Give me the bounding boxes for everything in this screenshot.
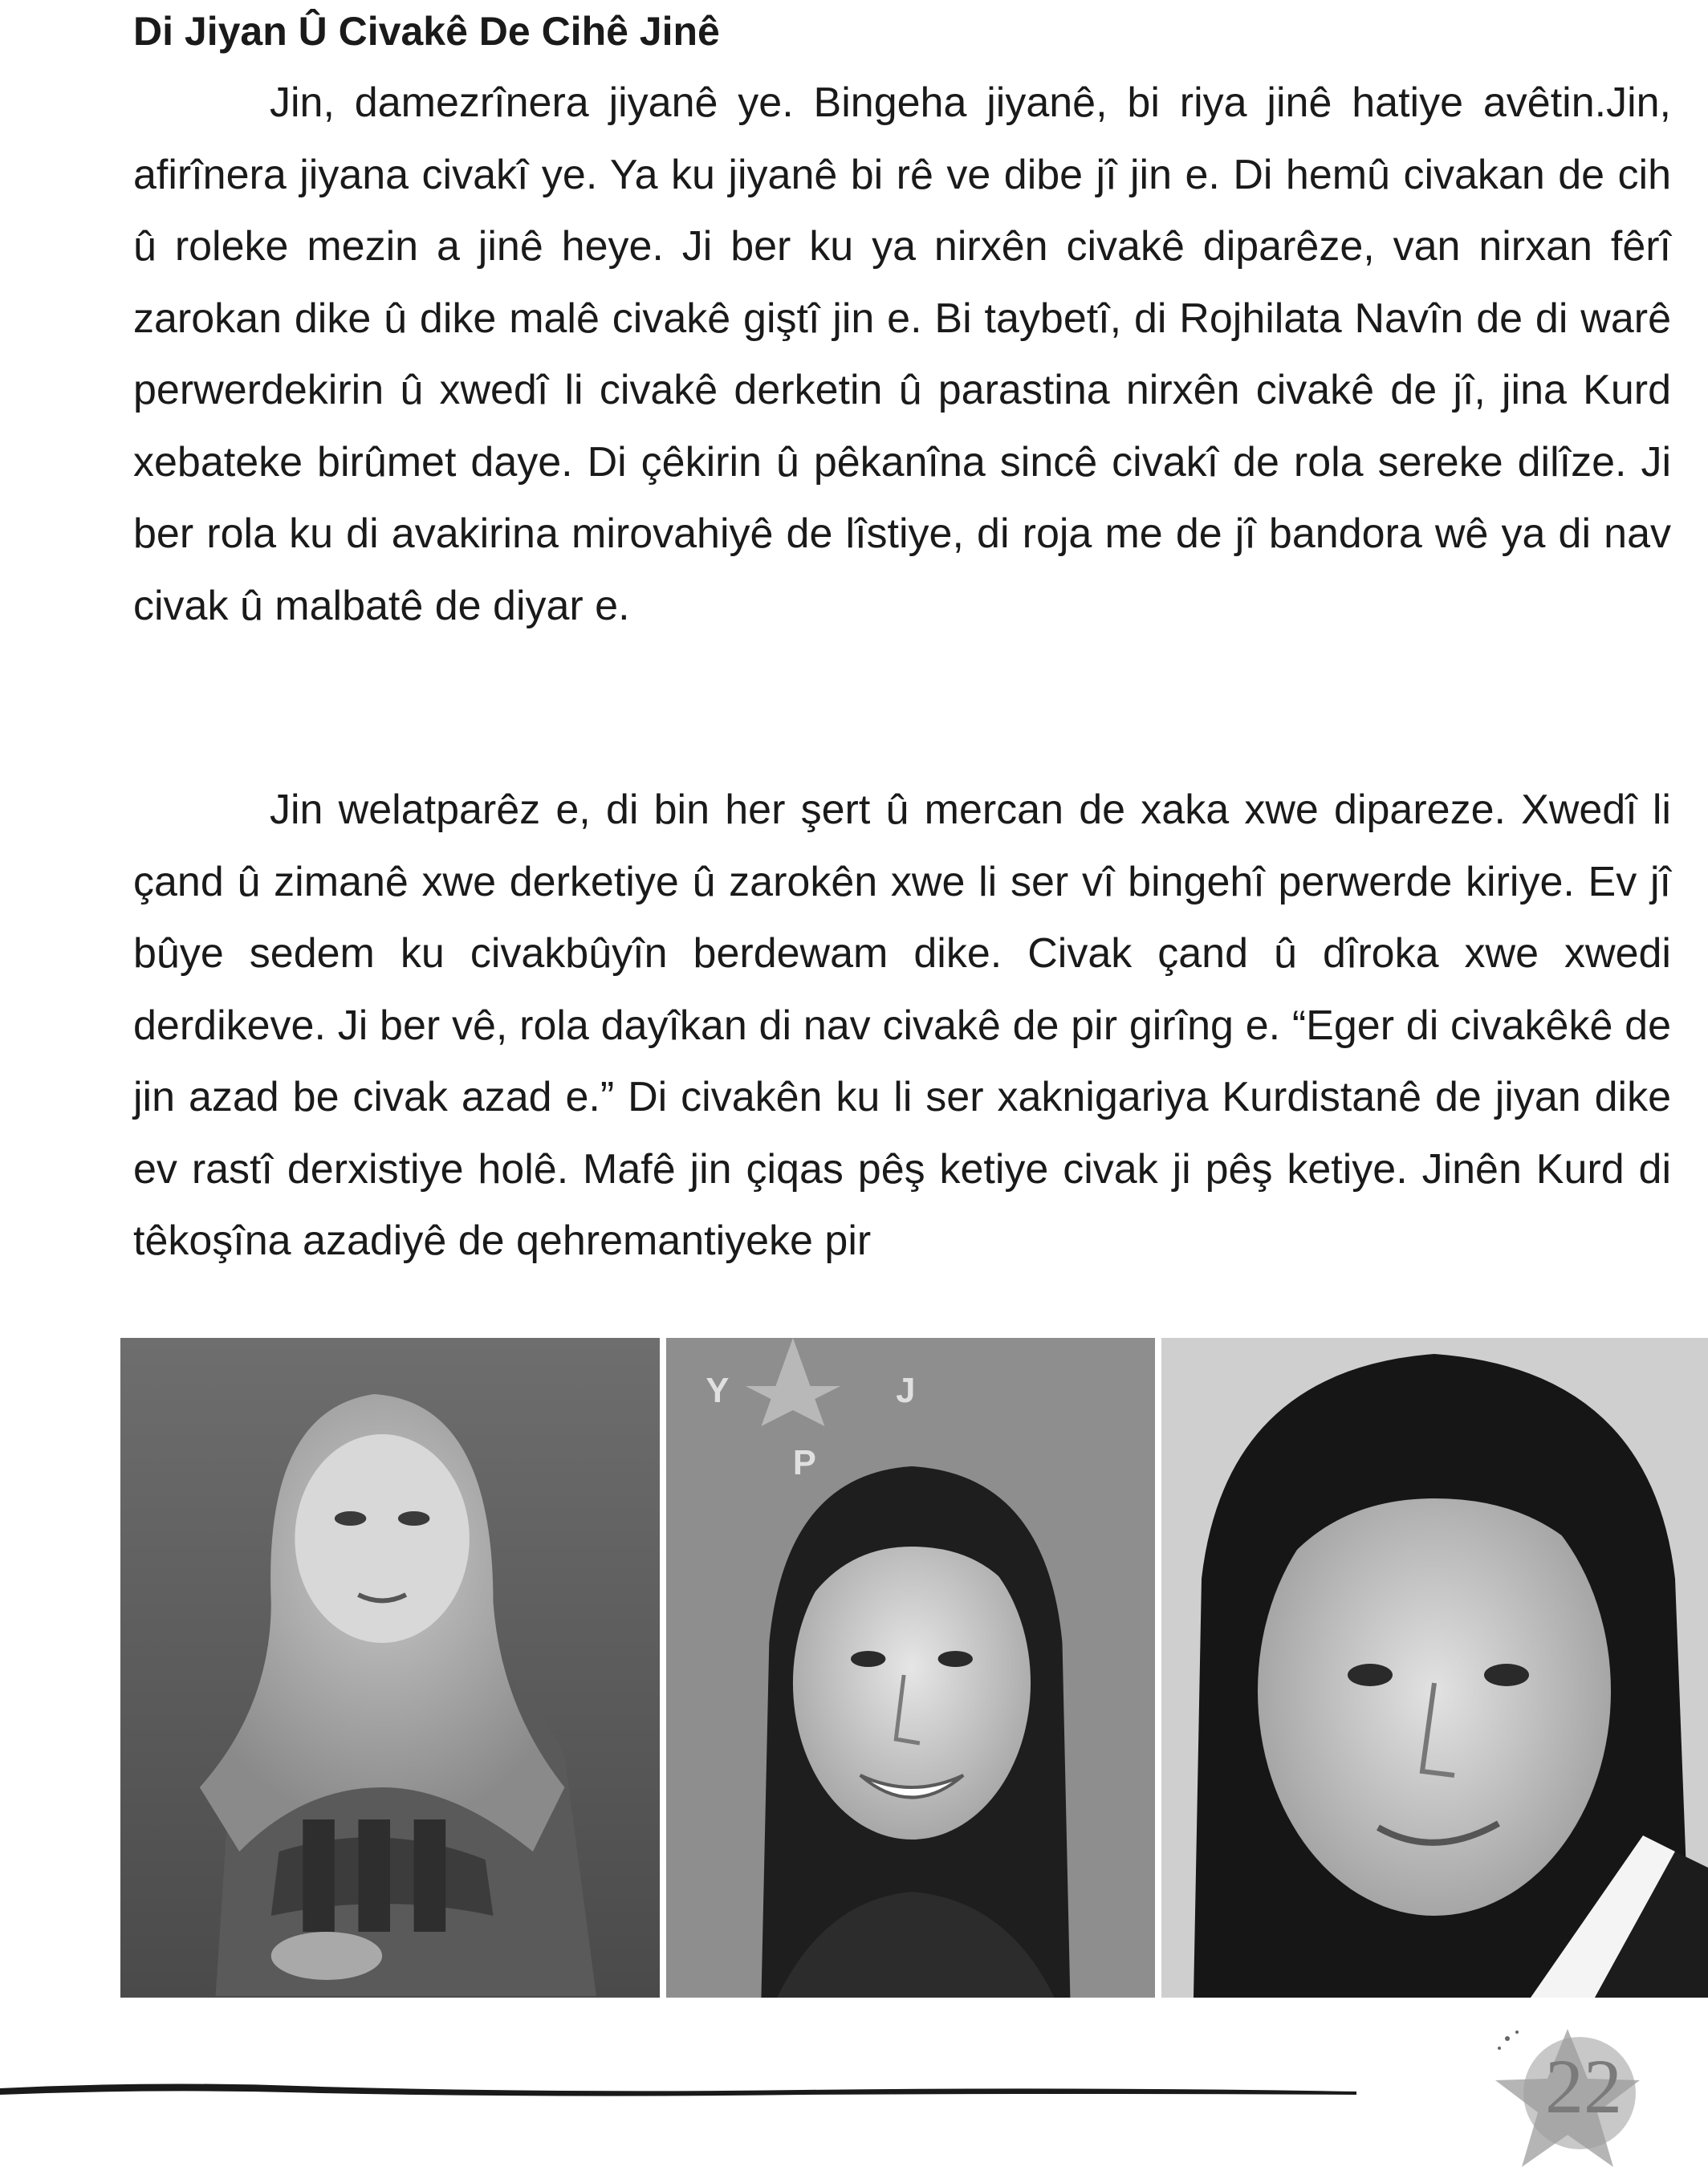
photo-strip bbox=[120, 1338, 1708, 1998]
flag-letter-j: J bbox=[896, 1370, 916, 1411]
flag-letter-y: Y bbox=[706, 1370, 730, 1411]
photo-woman-ypj-image bbox=[666, 1338, 1155, 1998]
page-heading: Di Jiyan Û Civakê De Cihê Jinê bbox=[133, 9, 720, 54]
paragraph-2: Jin welatparêz e, di bin her şert û mercan de xaka xwe dipareze. Xwedî li çand û zimanê xwe derketiye û zarokên xwe li ser vî bingehî perwerde kiriye. Ev jî bûye sedem ku civakbûyîn berdewam dike. Civak çand û dîroka xwe xwedi derdikeve. Ji ber vê, rola dayîkan di nav civakê de pir girîng e. “Eger di civakêkê de jin azad be civak azad e.” Di civakên ku li ser xaknigariya Kurdistanê de jiyan dike ev rastî derxistiye holê. Mafê jin çiqas pêş ketiye civak ji pêş ketiye. Jinên Kurd di têkoşîna azadiyê de qehremantiyeke pir bbox=[133, 787, 1671, 1264]
photo-woman-headscarf bbox=[120, 1338, 666, 1998]
paragraph-1: Jin, damezrînera jiyanê ye. Bingeha jiyanê, bi riya jinê hatiye avêtin.Jin, afirînera jiyana civakî ye. Ya ku jiyanê bi rê ve dibe jî jin e. Di hemû civakan de cih û roleke mezin a jinê heye. Ji ber ku ya nirxên civakê diparêze, van nirxan fêrî zarokan dike û dike malê civakê giştî jin e. Bi taybetî, di Rojhilata Navîn de di warê perwerdekirin û xwedî li civakê derketin û parastina nirxên civakê de jî, jina Kurd xebateke birûmet daye. Di çêkirin û pêkanîna sincê civakî de rola sereke dilîze. Ji ber rola ku di avakirina mirovahiyê de lîstiye, di roja me de jî bandora wê ya di nav civak û malbatê de diyar e. bbox=[133, 79, 1671, 629]
photo-woman-headscarf-image bbox=[120, 1338, 660, 1998]
page-number: 22 bbox=[1545, 2043, 1622, 2129]
flag-letter-p: P bbox=[792, 1442, 816, 1483]
photo-young-woman-image bbox=[1161, 1338, 1708, 1998]
photo-young-woman bbox=[1161, 1338, 1708, 1998]
photo-woman-ypj bbox=[666, 1338, 1161, 1998]
footer-brush-line bbox=[0, 2071, 1364, 2103]
